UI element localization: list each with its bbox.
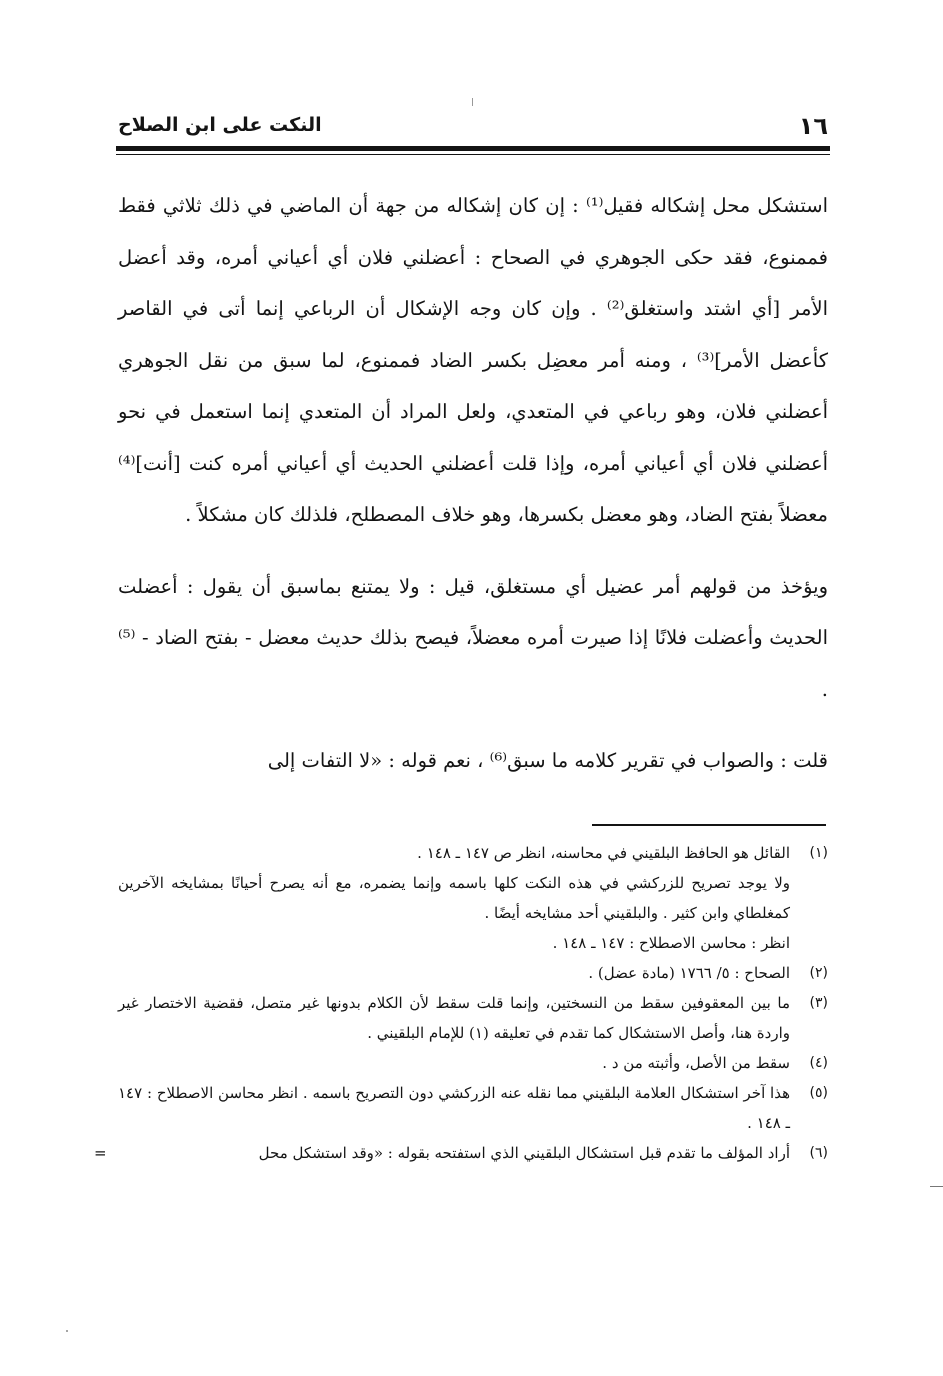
footnote-number: (١) xyxy=(809,845,828,861)
main-text xyxy=(118,180,828,787)
footnote-continuation: انظر : محاسن الاصطلاح : ١٤٧ ـ ١٤٨ . xyxy=(552,934,790,952)
footnote-continuation: ولا يوجد تصريح للزركشي في هذه النكت كلها باسمه وإنما يضمره، مع أنه يصرح أحيانًا بمشايخه الآخرين كمغلطاي وابن كثير . والبلقيني أحد مشايخه أيضًا . xyxy=(118,874,790,922)
footnote xyxy=(118,838,828,868)
paragraph: ويؤخذ من قولهم أمر عضيل أي مستغلق، قيل : ولا يمتنع بماسبق أن يقول : أعضلت الحديث وأعضلت فلانًا إذا صيرت أمره معضلاً، فيصح بذلك حديث معضل - بفتح الضاد - ⁽⁵⁾ . xyxy=(118,574,828,701)
header-rule-thin xyxy=(116,154,830,155)
footnote-number: (٥) xyxy=(809,1085,828,1101)
footnote-number: (٣) xyxy=(809,995,828,1011)
footnotes xyxy=(94,838,828,1168)
footnote xyxy=(118,988,828,1048)
page-header xyxy=(118,112,828,142)
paragraph: قلت : والصواب في تقرير كلامه ما سبق⁽⁶⁾ ، نعم قوله : «لا التفات إلى xyxy=(267,749,828,772)
footnote xyxy=(118,958,828,988)
footnote-text: القائل هو الحافظ البلقيني في محاسنه، انظر ص ١٤٧ ـ ١٤٨ . xyxy=(417,844,790,862)
footnote-number: (٦) xyxy=(809,1145,828,1161)
footnote-text: هذا آخر استشكال العلامة البلقيني مما نقله عنه الزركشي دون التصريح باسمه . انظر محاسن الاصطلاح : ١٤٧ ـ ١٤٨ . xyxy=(118,1084,790,1132)
scan-speck xyxy=(66,1330,68,1332)
running-title: النكت على ابن الصلاح xyxy=(118,114,322,136)
footnote xyxy=(118,1078,828,1138)
footnote-text: سقط من الأصل، وأثبته من د . xyxy=(602,1054,790,1072)
margin-mark xyxy=(930,1186,943,1187)
scan-mark xyxy=(472,98,473,106)
page-number: ١٦ xyxy=(798,112,828,140)
footnote xyxy=(118,1048,828,1078)
header-rule-thick xyxy=(116,146,830,151)
footnote-number: (٢) xyxy=(809,965,828,981)
footnote-text: أراد المؤلف ما تقدم قبل استشكال البلقيني الذي استفتحه بقوله : «وقد استشكل محل xyxy=(258,1144,790,1162)
footnote-text: ما بين المعقوفين سقط من النسختين، وإنما قلت سقط لأن الكلام بدونها غير متصل، فقضية الاختصار غير واردة هنا، وأصل الاستشكال كما تقدم في تعليقه (١) للإمام البلقيني . xyxy=(118,994,790,1042)
continuation-mark: = xyxy=(94,1144,107,1162)
footnote xyxy=(94,1138,828,1168)
footnote-number: (٤) xyxy=(809,1055,828,1071)
paragraph: استشكل محل إشكاله فقيل⁽¹⁾ : إن كان إشكاله من جهة أن الماضي في ذلك ثلاثي فقط فممنوع، فقد حكى الجوهري في الصحاح : أعضلني فلان أي أعياني أمره، وقد أعضل الأمر [أي اشتد واستغلق⁽²⁾ . وإن كان وجه الإشكال أن الرباعي إنما أتى في القاصر كأعضل الأمر]⁽³⁾ ، ومنه أمر معضِل بكسر الضاد فممنوع، لما سبق من نقل الجوهري أعضلني فلان، وهو رباعي في المتعدي، ولعل المراد أن المتعدي إنما استعمل في نحو أعضلني فلان أي أعياني أمره، وإذا قلت أعضلني الحديث أي أعياني أمره كنت [أنت]⁽⁴⁾ معضلاً بفتح الضاد، وهو معضل بكسرها، وهو خلاف المصطلح، فلذلك كان مشكلاً . xyxy=(118,194,828,526)
footnote-separator xyxy=(592,824,826,826)
footnote-text: الصحاح : ٥/ ١٧٦٦ (مادة عضل) . xyxy=(588,964,790,982)
